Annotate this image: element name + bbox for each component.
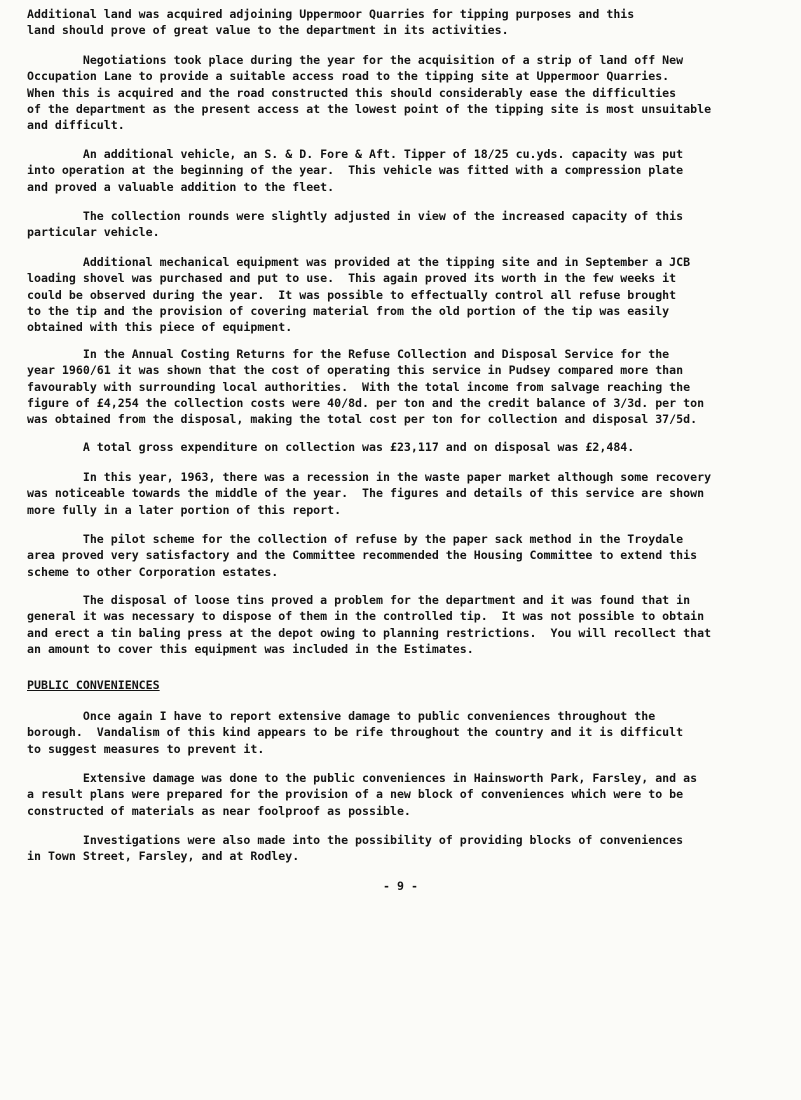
paragraph-mechanical-equipment bbox=[27, 254, 779, 335]
text-line: favourably with surrounding local authorities. With the total income from salvage reaching the bbox=[27, 379, 691, 394]
text-line: Investigations were also made into the possibility of providing blocks of conveniences bbox=[27, 833, 684, 847]
paragraph-loose-tins bbox=[27, 592, 779, 657]
text-line: borough. Vandalism of this kind appears to be rife throughout the country and it is difficult bbox=[27, 725, 684, 740]
text-line: The disposal of loose tins proved a problem for the department and it was found that in bbox=[27, 593, 691, 607]
text-line: into operation at the beginning of the year. This vehicle was fitted with a compression plate bbox=[27, 163, 684, 178]
text-line: to suggest measures to prevent it. bbox=[27, 741, 265, 756]
paragraph-additional-vehicle bbox=[27, 146, 779, 195]
paragraph-gross-expenditure bbox=[27, 439, 779, 455]
text-line: In this year, 1963, there was a recession in the waste paper market although some recovery bbox=[27, 470, 712, 484]
paragraph-vandalism bbox=[27, 708, 779, 757]
text-line: was noticeable towards the middle of the year. The figures and details of this service are shown bbox=[27, 486, 705, 501]
text-line: Occupation Lane to provide a suitable access road to the tipping site at Uppermoor Quarries. bbox=[27, 69, 670, 84]
paragraph-waste-paper bbox=[27, 469, 779, 518]
text-line: In the Annual Costing Returns for the Refuse Collection and Disposal Service for the bbox=[27, 347, 670, 361]
text-line: year 1960/61 it was shown that the cost of operating this service in Pudsey compared more than bbox=[27, 363, 684, 378]
page-number: - 9 - bbox=[383, 879, 418, 893]
section-heading: PUBLIC CONVENIENCES bbox=[27, 678, 160, 692]
text-line: particular vehicle. bbox=[27, 225, 160, 240]
text-line: When this is acquired and the road constructed this should considerably ease the difficulties bbox=[27, 85, 677, 100]
text-line: scheme to other Corporation estates. bbox=[27, 564, 279, 579]
text-line: could be observed during the year. It was possible to effectually control all refuse brought bbox=[27, 287, 677, 302]
text-line: and difficult. bbox=[27, 118, 125, 133]
text-line: loading shovel was purchased and put to use. This again proved its worth in the few weeks it bbox=[27, 271, 677, 286]
text-line: to the tip and the provision of covering material from the old portion of the tip was easily bbox=[27, 303, 670, 318]
text-line: figure of £4,254 the collection costs were 40/8d. per ton and the credit balance of 3/3d. per ton bbox=[27, 395, 705, 410]
text-line: was obtained from the disposal, making the total cost per ton for collection and disposal 37/5d. bbox=[27, 412, 698, 427]
text-line: more fully in a later portion of this report. bbox=[27, 502, 342, 517]
paragraph-collection-rounds bbox=[27, 208, 779, 241]
text-line: obtained with this piece of equipment. bbox=[27, 320, 293, 335]
paragraph-investigations bbox=[27, 832, 779, 865]
paragraph-land-acquired bbox=[27, 6, 779, 39]
text-line: A total gross expenditure on collection was £23,117 and on disposal was £2,484. bbox=[27, 440, 635, 454]
text-line: constructed of materials as near foolproof as possible. bbox=[27, 803, 411, 818]
text-line: The pilot scheme for the collection of refuse by the paper sack method in the Troydale bbox=[27, 532, 684, 546]
text-line: area proved very satisfactory and the Committee recommended the Housing Committee to extend this bbox=[27, 548, 698, 563]
paragraph-hainsworth-park bbox=[27, 770, 779, 819]
text-line: general it was necessary to dispose of them in the controlled tip. It was not possible to obtain bbox=[27, 609, 705, 624]
paragraph-negotiations bbox=[27, 52, 779, 133]
text-line: Extensive damage was done to the public conveniences in Hainsworth Park, Farsley, and as bbox=[27, 771, 698, 785]
text-line: Once again I have to report extensive damage to public conveniences throughout the bbox=[27, 709, 656, 723]
text-line: an amount to cover this equipment was included in the Estimates. bbox=[27, 641, 474, 656]
text-line: Additional mechanical equipment was provided at the tipping site and in September a JCB bbox=[27, 255, 691, 269]
text-line: and erect a tin baling press at the depot owing to planning restrictions. You will recollect that bbox=[27, 625, 712, 640]
paragraph-costing-returns bbox=[27, 346, 779, 427]
text-line: Negotiations took place during the year for the acquisition of a strip of land off New bbox=[27, 53, 684, 67]
text-line: land should prove of great value to the department in its activities. bbox=[27, 23, 509, 38]
paragraph-pilot-scheme bbox=[27, 531, 779, 580]
text-line: An additional vehicle, an S. & D. Fore & Aft. Tipper of 18/25 cu.yds. capacity was put bbox=[27, 147, 684, 161]
text-line: and proved a valuable addition to the fleet. bbox=[27, 179, 335, 194]
text-line: of the department as the present access at the lowest point of the tipping site is most unsuitable bbox=[27, 101, 712, 116]
text-line: in Town Street, Farsley, and at Rodley. bbox=[27, 849, 300, 864]
text-line: The collection rounds were slightly adjusted in view of the increased capacity of this bbox=[27, 209, 684, 223]
text-line: Additional land was acquired adjoining Uppermoor Quarries for tipping purposes and this bbox=[27, 7, 635, 21]
text-line: a result plans were prepared for the provision of a new block of conveniences which were to be bbox=[27, 787, 684, 802]
